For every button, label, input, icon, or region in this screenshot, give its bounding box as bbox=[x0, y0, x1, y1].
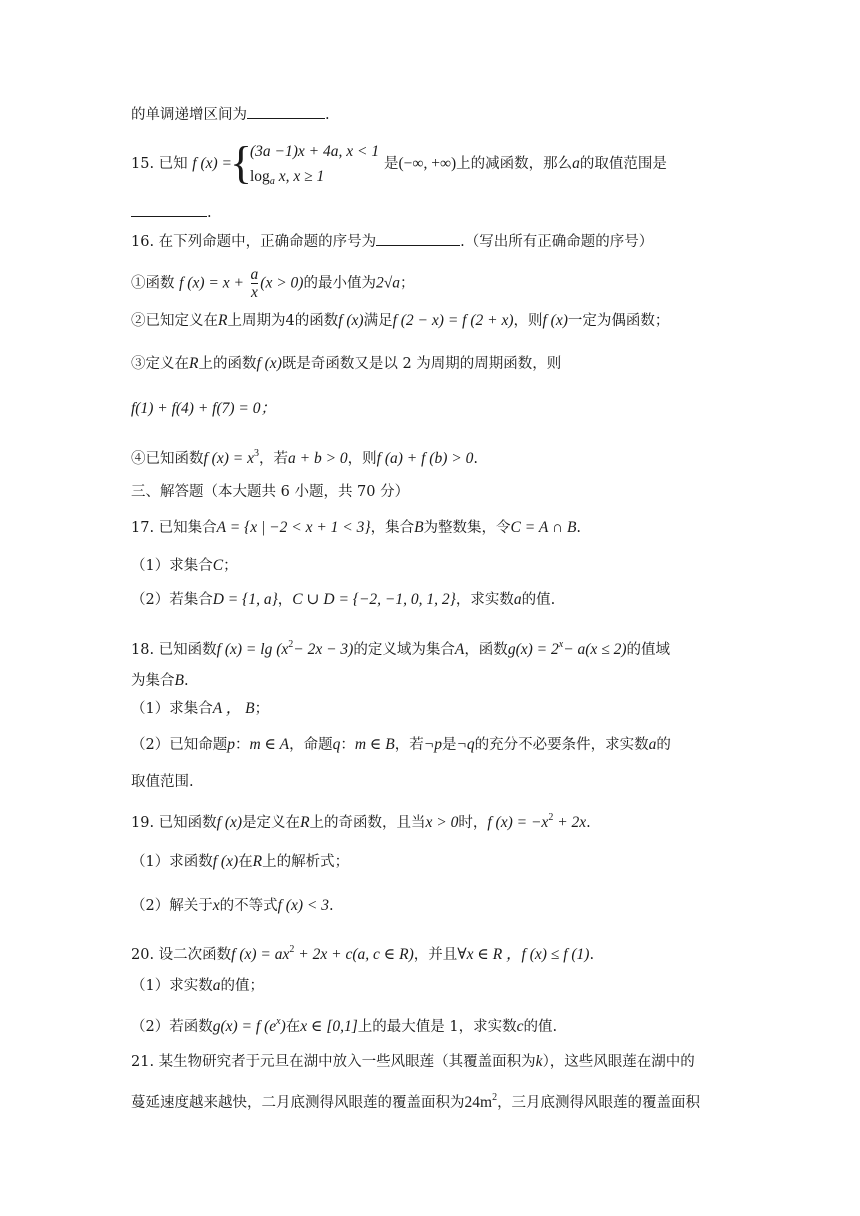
section-heading: 三、解答题（本大题共 6 小题，共 70 分） bbox=[131, 484, 410, 500]
problem-15-blank: . bbox=[131, 202, 212, 223]
problem-21-cont: 蔓延速度越来越快，二月底测得风眼莲的覆盖面积为$24m^2$，三月底测得风眼莲的覆盖面积 bbox=[131, 1092, 701, 1111]
problem-20-part-2: （2）若函数g(x) = f $(e^x)$在x ∈ [0,1]上的最大值是 1，求实数c的值. bbox=[131, 1016, 558, 1035]
piecewise-case-1: (3a −1)x + 4a, x < 1 bbox=[250, 143, 380, 160]
line-monotonic-interval: 的单调递增区间为 . bbox=[131, 104, 330, 125]
problem-20: 20. 设二次函数f $(x) = ax^2 + 2x + c(a$, c ∈ R)，并且∀x ∈ R ，f (x) ≤ f (1). bbox=[131, 944, 595, 963]
piecewise-brace: { bbox=[230, 137, 253, 188]
problem-18-part-2: （2）已知命题p：m ∈ A，命题q：m ∈ B，若¬p是¬q的充分不必要条件，求实数a的 bbox=[131, 736, 671, 753]
proposition-3-equation: f(1) + f(4) + f(7) = 0； bbox=[131, 400, 277, 417]
problem-15-rest: 是(−∞, +∞)上的减函数，那么a的取值范围是 bbox=[384, 155, 667, 172]
proposition-3: ③定义在R上的函数f (x)既是奇函数又是以 2 为周期的周期函数，则 bbox=[131, 355, 562, 372]
problem-18-part-1: （1）求集合A ， B； bbox=[131, 700, 270, 717]
problem-16: 16. 在下列命题中，正确命题的序号为 .（写出所有正确命题的序号） bbox=[131, 231, 653, 252]
fraction-a-over-x: $\frac{a}{x}$ bbox=[250, 266, 259, 301]
problem-20-part-1: （1）求实数a的值； bbox=[131, 977, 264, 994]
problem-17-part-1: （1）求集合C； bbox=[131, 557, 238, 574]
problem-15-label: 15. 已知 bbox=[131, 156, 188, 172]
problem-18-part-2-cont: 取值范围. bbox=[131, 774, 194, 790]
proposition-4: ④已知函数f $(x) = x^3$，若a + b > 0，则f (a) + f (b) > 0. bbox=[131, 448, 478, 467]
problem-17-part-2: （2）若集合D = {1, a}，C ∪ D = {−2, −1, 0, 1, 2}，求实数a的值. bbox=[131, 591, 556, 608]
proposition-2: ②已知定义在R上周期为4的函数f (x)满足f (2 − x) = f (2 + x)，则f (x)一定为偶函数； bbox=[131, 312, 670, 329]
answer-blank bbox=[247, 104, 325, 119]
answer-blank bbox=[376, 231, 460, 246]
problem-15 bbox=[131, 154, 232, 174]
problem-19-part-2: （2）解关于x的不等式f (x) < 3. bbox=[131, 897, 334, 914]
math-fx: f (x) = bbox=[192, 155, 232, 172]
text: 的单调递增区间为 bbox=[131, 107, 247, 123]
problem-19-part-1: （1）求函数f (x)在R上的解析式； bbox=[131, 853, 350, 870]
problem-19: 19. 已知函数f (x)是定义在R上的奇函数，且当x > 0时，f $(x) = -x^2 + 2x$. bbox=[131, 812, 591, 831]
problem-18: 18. 已知函数f $(x) = \lg (x^2- 2x - 3)$的定义域为集合A，函数$g(x) = 2^x- a(x \le 2)$的值域 bbox=[131, 639, 670, 658]
problem-21: 21. 某生物研究者于元旦在湖中放入一些风眼莲（其覆盖面积为k），这些风眼莲在湖中的 bbox=[131, 1053, 695, 1070]
piecewise-case-2: $\log_a x$, x ≥ 1 bbox=[250, 168, 325, 187]
problem-18-cont: 为集合B. bbox=[131, 672, 189, 689]
proposition-1: ①函数 f (x) = x + $\frac{a}{x}$ (x > 0)的最小值为2√a； bbox=[131, 266, 415, 301]
problem-17: 17. 已知集合A = {x | −2 < x + 1 < 3}，集合B为整数集，令C = A ∩ B. bbox=[131, 519, 582, 536]
